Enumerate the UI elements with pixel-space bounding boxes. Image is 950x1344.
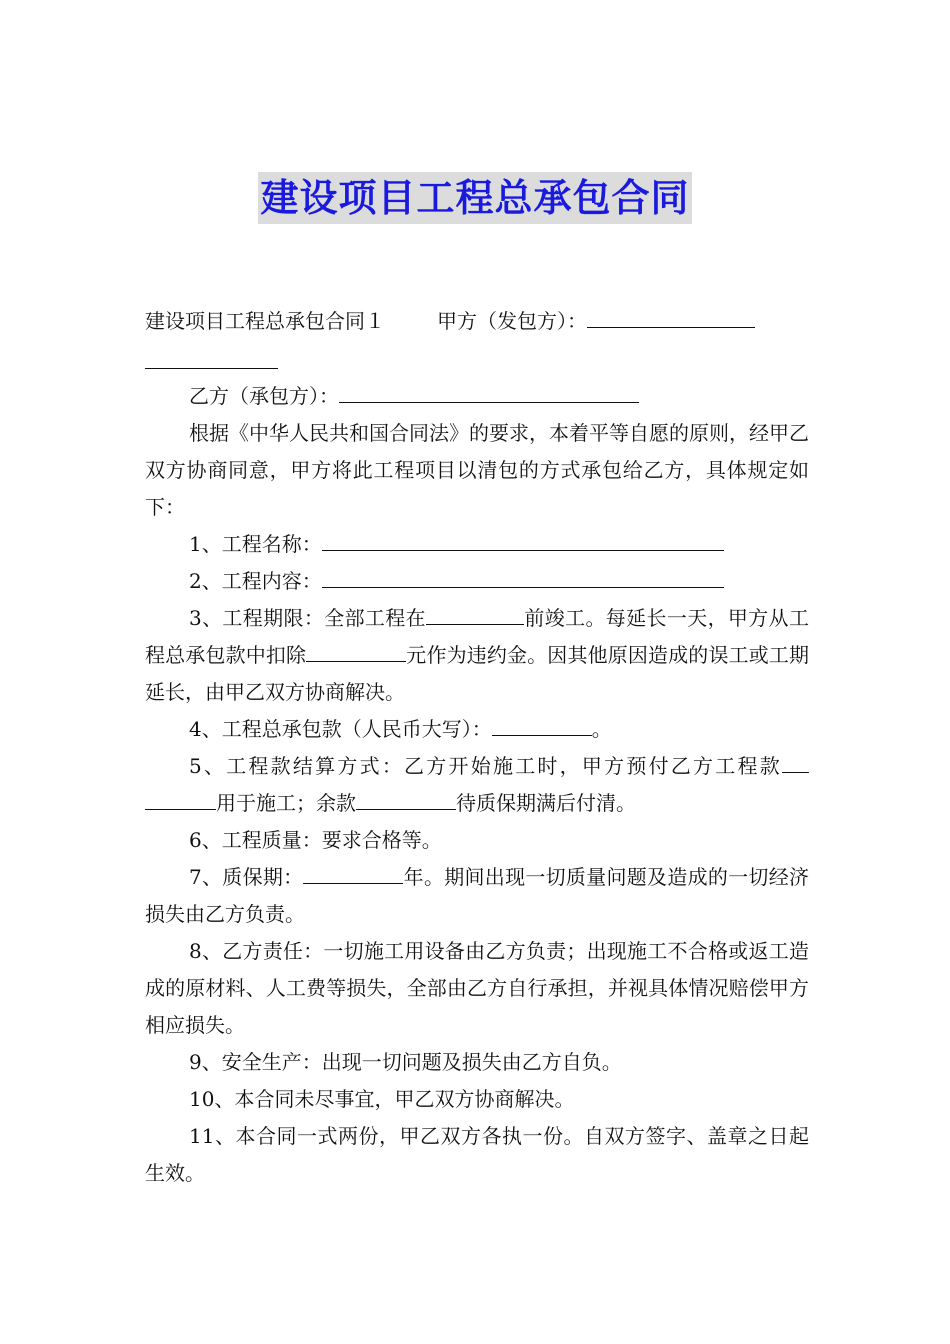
clause-2 <box>145 563 809 600</box>
clause-1-label: 1、工程名称： <box>189 532 322 556</box>
clause-5-text-b: 用于施工；余款 <box>216 791 356 815</box>
party-b-blank <box>339 380 639 403</box>
warranty-years-blank <box>303 861 403 884</box>
clause-3 <box>145 600 809 711</box>
clause-5-text-c: 待质保期满后付清。 <box>456 791 636 815</box>
clause-11: 11、本合同一式两份，甲乙双方各执一份。自双方签字、盖章之日起生效。 <box>145 1124 809 1185</box>
party-b-line <box>145 378 809 415</box>
clause-4-text-a: 4、工程总承包款（人民币大写）： <box>189 717 492 741</box>
clause-10: 10、本合同未尽事宜，甲乙双方协商解决。 <box>189 1087 575 1111</box>
clause-1 <box>145 526 809 563</box>
clause-7-text-b: 年。期间出现一切质量问题及造成的一切经济损失由乙方负责。 <box>145 865 809 926</box>
party-a-blank-continued <box>145 346 278 369</box>
party-b-label: 乙方（承包方）： <box>189 384 339 408</box>
party-a-blank <box>587 305 755 328</box>
clause-6: 6、工程质量：要求合格等。 <box>189 828 442 852</box>
completion-date-blank <box>426 602 524 625</box>
clause-4-text-b: 。 <box>591 717 612 741</box>
advance-payment-blank-end <box>145 787 216 810</box>
clause-5-text-a: 5、工程款结算方式：乙方开始施工时，甲方预付乙方工程款 <box>189 754 782 778</box>
clause-2-label: 2、工程内容： <box>189 569 322 593</box>
contract-price-blank <box>492 713 592 736</box>
clause-3-text-a: 3、工程期限：全部工程在 <box>189 606 427 630</box>
clause-5 <box>145 748 809 822</box>
balance-payment-blank <box>356 787 456 810</box>
clause-3-text-b: 前竣工。每延长一天，甲方从工程总承包款中扣除 <box>145 606 810 667</box>
party-a-label: 甲方（发包方）： <box>437 309 587 333</box>
clause-9: 9、安全生产：出现一切问题及损失由乙方自负。 <box>189 1050 622 1074</box>
clause-8: 8、乙方责任：一切施工用设备由乙方负责；出现施工不合格或返工造成的原材料、人工费等损失，全部由乙方自行承担，并视具体情况赔偿甲方相应损失。 <box>145 939 809 1037</box>
clause-7-text-a: 7、质保期： <box>189 865 304 889</box>
advance-payment-blank-start <box>782 750 809 773</box>
preamble-paragraph: 根据《中华人民共和国合同法》的要求，本着平等自愿的原则，经甲乙双方协商同意，甲方将此工程项目以清包的方式承包给乙方，具体规定如下： <box>145 421 809 519</box>
clause-7 <box>145 859 809 933</box>
project-content-blank <box>322 565 724 588</box>
project-name-blank <box>322 528 724 551</box>
clause-3-text-c: 元作为违约金。因其他原因造成的误工或工期延长，由甲乙双方协商解决。 <box>145 643 810 704</box>
intro-label: 建设项目工程总承包合同１ <box>145 309 385 333</box>
penalty-amount-blank <box>306 639 406 662</box>
clause-4 <box>145 711 809 748</box>
document-body <box>145 303 809 1192</box>
document-title: 建设项目工程总承包合同 <box>258 172 691 224</box>
intro-line <box>145 303 809 340</box>
title-container <box>0 172 950 224</box>
